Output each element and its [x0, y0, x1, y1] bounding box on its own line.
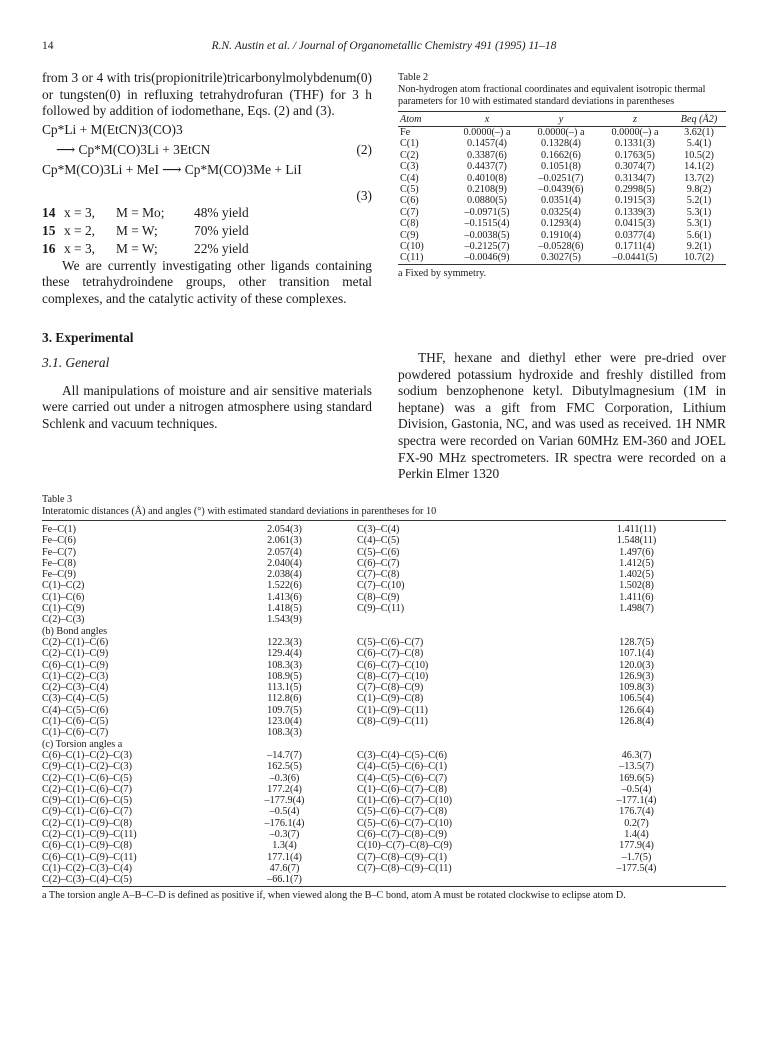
- table-row: [398, 252, 726, 264]
- table-2-caption: Table 2 Non-hydrogen atom fractional coordinates and equivalent isotropic thermal parameters for 10 with estimated standard deviations in parentheses: [398, 72, 726, 108]
- table-cell: C(5): [400, 184, 419, 196]
- table-cell: –177.5(4): [616, 862, 657, 874]
- table-cell: [547, 739, 726, 750]
- table-row: [42, 806, 726, 817]
- table-cell: C(7)–C(8)–C(9): [357, 682, 424, 694]
- table-row: [42, 818, 726, 829]
- table-cell: C(7)–C(8)–C(9)–C(11): [357, 862, 452, 874]
- table-row: [398, 218, 726, 229]
- table-row: [42, 660, 726, 671]
- yield-line: 14 x = 3, M = Mo; 48% yield: [42, 204, 249, 220]
- table-row: [398, 184, 726, 195]
- table-cell: 0.0415(3): [615, 218, 655, 230]
- table-cell: 0.1331(3): [615, 138, 655, 150]
- table-cell: Fe–C(9): [42, 569, 76, 581]
- table-cell: 0.1293(4): [541, 218, 581, 230]
- table-cell: 0.1711(4): [615, 241, 655, 253]
- table-cell: [547, 626, 726, 637]
- table-cell: C(4)–C(5)–C(6): [42, 704, 109, 716]
- table-cell: 169.6(5): [619, 772, 654, 784]
- table-cell: 9.8(2): [686, 184, 712, 196]
- table-row: [42, 521, 726, 536]
- table-cell: 0.4010(8): [467, 172, 507, 184]
- table-2-title: Table 2: [398, 72, 429, 83]
- table-cell: –0.5(4): [269, 806, 300, 818]
- table-cell: C(7)–C(10): [357, 580, 405, 592]
- table-cell: –0.0441(5): [612, 252, 658, 264]
- table-cell: 2.057(4): [267, 546, 302, 558]
- table-cell: C(7): [400, 206, 419, 218]
- table-cell: 108.3(3): [267, 659, 302, 671]
- table-cell: C(6)–C(1)–C(2)–C(3): [42, 749, 132, 761]
- table-cell: [212, 626, 357, 637]
- table-cell: C(5)–C(6): [357, 546, 400, 558]
- table-row: [42, 569, 726, 580]
- table-row: [42, 558, 726, 569]
- table-cell: C(3)–C(4)–C(5): [42, 693, 109, 705]
- table-cell: C(5)–C(6)–C(7)–C(8): [357, 806, 447, 818]
- paragraph-investigating: We are currently investigating other ligands containing these tetrahydroindene groups, other transition metal complexes, and the catalytic activity of these complexes.: [42, 257, 372, 306]
- table-cell: 0.1457(4): [467, 138, 507, 150]
- table-cell: 2.040(4): [267, 557, 302, 569]
- paragraph-solvents: THF, hexane and diethyl ether were pre-dried over powdered potassium hydroxide and freshly distilled from sodium benzophenone ketyl. Dibutylmagnesium (1M in heptane) was a gift from FMC Corporation, Lithium Division, Gastonia, NC, and was used as received. 1H NMR spectra were recorded on Varian 60MHz EM-360 and JOEL FX-90 MHz spectrometers. IR spectra were recorded on a Perkin Elmer 1320: [398, 350, 726, 482]
- table-cell: C(3): [400, 161, 419, 173]
- table-cell: (b) Bond angles: [42, 625, 108, 637]
- table-row: [42, 840, 726, 851]
- table-row: [42, 795, 726, 806]
- table-cell: 0.3387(6): [467, 149, 507, 161]
- table-3-grid: [42, 520, 726, 887]
- table-cell: [357, 614, 547, 625]
- table-cell: 10.7(2): [684, 252, 714, 264]
- table-2: [398, 72, 726, 279]
- table-cell: 47.6(7): [269, 862, 300, 874]
- table-cell: 1.498(7): [619, 603, 654, 615]
- table-cell: C(4)–C(5): [357, 535, 400, 547]
- table-cell: 129.4(4): [267, 648, 302, 660]
- table-2-footnote: a Fixed by symmetry.: [398, 267, 487, 279]
- table-cell: 10.5(2): [684, 149, 714, 161]
- table-cell: 128.7(5): [619, 636, 654, 648]
- table-cell: C(1)–C(6)–C(7)–C(8): [357, 783, 447, 795]
- table-cell: C(8)–C(9)–C(11): [357, 716, 428, 728]
- table-cell: 126.8(4): [619, 716, 654, 728]
- equation-3: Cp*M(CO)3Li + MeI ⟶ Cp*M(CO)3Me + LiI: [42, 161, 302, 177]
- table-cell: –0.5(4): [621, 783, 652, 795]
- table-cell: C(9)–C(1)–C(6)–C(5): [42, 795, 132, 807]
- table-cell: 0.1662(6): [541, 149, 581, 161]
- paragraph-general: All manipulations of moisture and air sensitive materials were carried out under a nitrogen atmosphere using standard Schlenk and vacuum techniques.: [42, 382, 372, 431]
- table-cell: –1.7(5): [621, 851, 652, 863]
- table-cell: 1.3(4): [272, 840, 297, 852]
- table-row: [42, 727, 726, 738]
- table-cell: 0.0377(4): [615, 229, 655, 241]
- table-cell: C(1)–C(9)–C(11): [357, 704, 428, 716]
- running-header: [42, 40, 726, 56]
- table-3-caption: Interatomic distances (Å) and angles (°) with estimated standard deviations in parentheses for 10: [42, 506, 437, 517]
- table-cell: 0.0000(–) a: [537, 127, 585, 138]
- table-row: [398, 230, 726, 241]
- table-cell: C(2)–C(1)–C(6): [42, 636, 109, 648]
- table-cell: 0.2108(9): [467, 184, 507, 196]
- table-cell: 0.3134(7): [615, 172, 655, 184]
- table-cell: –177.9(4): [264, 795, 305, 807]
- table-cell: C(8): [400, 218, 419, 230]
- table-cell: 46.3(7): [621, 749, 652, 761]
- table-cell: –0.0439(6): [538, 184, 584, 196]
- table-cell: C(2)–C(1)–C(6)–C(7): [42, 783, 132, 795]
- table-row: [42, 863, 726, 874]
- table-2-grid: [398, 111, 726, 265]
- right-column: [398, 350, 726, 483]
- table-cell: C(2)–C(3)–C(4): [42, 682, 109, 694]
- table-cell: C(2)–C(3): [42, 614, 85, 626]
- table-cell: C(2)–C(3)–C(4)–C(5): [42, 874, 132, 886]
- table-cell: C(9): [400, 229, 419, 241]
- table-cell: C(1)–C(6)–C(7)–C(10): [357, 795, 453, 807]
- table-row: [42, 535, 726, 546]
- table-cell: 1.502(8): [619, 580, 654, 592]
- yield-line: 16 x = 3, M = W; 22% yield: [42, 240, 249, 256]
- table-row: [398, 138, 726, 149]
- column-header: z: [598, 112, 672, 127]
- table-cell: 0.0000(–) a: [463, 127, 511, 138]
- table-row: [42, 580, 726, 591]
- table-cell: 0.1051(8): [541, 161, 581, 173]
- table-cell: 0.1763(5): [615, 149, 655, 161]
- yield-line: 15 x = 2, M = W; 70% yield: [42, 222, 249, 238]
- table-row: [42, 739, 726, 750]
- table-row: [398, 127, 726, 139]
- table-cell: 5.3(1): [686, 218, 712, 230]
- table-cell: C(11): [400, 252, 424, 264]
- table-row: [398, 173, 726, 184]
- table-cell: 1.413(6): [267, 591, 302, 603]
- table-cell: 109.7(5): [267, 704, 302, 716]
- table-cell: –13.5(7): [619, 761, 654, 773]
- table-cell: 5.4(1): [686, 138, 712, 150]
- table-cell: C(6)–C(1)–C(9)–C(8): [42, 840, 132, 852]
- table-cell: 1.548(11): [616, 535, 657, 547]
- equation-number-3: (3): [356, 187, 372, 203]
- table-cell: 13.7(2): [684, 172, 714, 184]
- table-cell: –0.3(7): [269, 829, 300, 841]
- table-cell: 123.0(4): [267, 716, 302, 728]
- column-header: Beq (Å2): [672, 112, 726, 127]
- table-row: [42, 705, 726, 716]
- table-cell: [357, 626, 547, 637]
- table-cell: Fe–C(7): [42, 546, 76, 558]
- subsection-title: 3.1. General: [42, 355, 110, 371]
- table-cell: –177.1(4): [616, 795, 657, 807]
- table-cell: 109.8(3): [619, 682, 654, 694]
- table-cell: 112.8(6): [267, 693, 302, 705]
- column-header: Atom: [398, 112, 450, 127]
- table-cell: 1.418(5): [267, 603, 302, 615]
- table-cell: 2.054(3): [267, 524, 302, 535]
- table-cell: C(7)–C(8): [357, 569, 400, 581]
- table-cell: C(1)–C(6): [42, 591, 85, 603]
- table-cell: 107.1(4): [619, 648, 654, 660]
- table-2-body: [398, 127, 726, 265]
- table-cell: –14.7(7): [267, 749, 302, 761]
- table-cell: C(1)–C(9)–C(8): [357, 693, 424, 705]
- table-cell: 0.1339(3): [615, 206, 655, 218]
- table-cell: 0.3074(7): [615, 161, 655, 173]
- table-row: [42, 614, 726, 625]
- table-cell: 1.402(5): [619, 569, 654, 581]
- table-cell: 0.1910(4): [541, 229, 581, 241]
- table-cell: C(1)–C(2)–C(3): [42, 670, 109, 682]
- table-cell: –0.2125(7): [464, 241, 510, 253]
- table-cell: 0.1328(4): [541, 138, 581, 150]
- table-cell: C(8)–C(9): [357, 591, 400, 603]
- table-cell: [212, 739, 357, 750]
- table-cell: C(9)–C(1)–C(6)–C(7): [42, 806, 132, 818]
- table-cell: C(4): [400, 172, 419, 184]
- table-cell: C(6): [400, 195, 419, 207]
- table-cell: –0.0046(9): [464, 252, 510, 264]
- table-cell: –0.0251(7): [538, 172, 584, 184]
- equation-2-line-1: Cp*Li + M(EtCN)3(CO)3: [42, 121, 183, 137]
- table-cell: [357, 727, 547, 738]
- section-title: 3. Experimental: [42, 329, 134, 345]
- table-3-footnote: a The torsion angle A–B–C–D is defined as positive if, when viewed along the B–C bond, atom A must be rotated clockwise to eclipse atom D.: [42, 889, 626, 901]
- table-row: [42, 637, 726, 648]
- table-cell: C(10)–C(7)–C(8)–C(9): [357, 840, 453, 852]
- table-cell: 108.9(5): [267, 670, 302, 682]
- table-cell: 176.7(4): [619, 806, 654, 818]
- table-row: [42, 547, 726, 558]
- table-cell: 0.0351(4): [541, 195, 581, 207]
- table-cell: 126.6(4): [619, 704, 654, 716]
- table-cell: C(4)–C(5)–C(6)–C(1): [357, 761, 447, 773]
- table-cell: 106.5(4): [619, 693, 654, 705]
- table-cell: 1.497(6): [619, 546, 654, 558]
- table-row: [42, 761, 726, 772]
- table-3-body: [42, 521, 726, 887]
- table-cell: 177.9(4): [619, 840, 654, 852]
- table-row: [42, 874, 726, 886]
- table-cell: 0.3027(5): [541, 252, 581, 264]
- table-cell: C(2)–C(1)–C(9): [42, 648, 109, 660]
- table-cell: 1.411(11): [616, 524, 657, 535]
- table-cell: C(6)–C(7)–C(8): [357, 648, 424, 660]
- table-cell: C(3)–C(4): [357, 524, 400, 535]
- table-cell: C(2)–C(1)–C(9)–C(11): [42, 829, 137, 841]
- table-cell: 120.0(3): [619, 659, 654, 671]
- table-3: [42, 494, 726, 901]
- table-cell: C(5)–C(6)–C(7)–C(10): [357, 817, 453, 829]
- table-row: [42, 592, 726, 603]
- paragraph-intro: from 3 or 4 with tris(propionitrile)tricarbonylmolybdenum(0) or tungsten(0) in refluxing tetrahydrofuran (THF) for 3 h followed by addition of iodomethane, Eqs. (2) and (3).: [42, 70, 372, 119]
- table-row: [42, 603, 726, 614]
- table-cell: Fe–C(6): [42, 535, 76, 547]
- table-cell: 5.3(1): [686, 206, 712, 218]
- table-cell: [547, 614, 726, 625]
- table-cell: 108.3(3): [267, 727, 302, 739]
- table-cell: Fe–C(1): [42, 524, 76, 535]
- table-row: [42, 671, 726, 682]
- equation-number-2: (2): [356, 141, 372, 157]
- table-cell: C(3)–C(4)–C(5)–C(6): [357, 749, 447, 761]
- table-cell: (c) Torsion angles a: [42, 738, 123, 750]
- table-cell: 1.543(9): [267, 614, 302, 626]
- table-cell: 2.061(3): [267, 535, 302, 547]
- table-cell: –0.3(6): [269, 772, 300, 784]
- table-cell: 177.1(4): [267, 851, 302, 863]
- table-cell: C(6)–C(7)–C(10): [357, 659, 429, 671]
- table-cell: C(2)–C(1)–C(6)–C(5): [42, 772, 132, 784]
- table-cell: 0.1915(3): [615, 195, 655, 207]
- table-row: [42, 852, 726, 863]
- table-cell: C(6)–C(7): [357, 557, 400, 569]
- table-cell: C(6)–C(7)–C(8)–C(9): [357, 829, 447, 841]
- column-header: y: [524, 112, 598, 127]
- left-column: [42, 70, 372, 433]
- table-cell: C(8)–C(7)–C(10): [357, 670, 429, 682]
- table-cell: C(2): [400, 149, 419, 161]
- table-cell: 113.1(5): [267, 682, 302, 694]
- table-cell: 0.2(7): [624, 817, 649, 829]
- table-cell: C(6)–C(1)–C(9): [42, 659, 109, 671]
- table-cell: 14.1(2): [684, 161, 714, 173]
- table-cell: 0.0880(5): [467, 195, 507, 207]
- table-cell: C(1)–C(2)–C(3)–C(4): [42, 862, 132, 874]
- table-cell: C(1): [400, 138, 419, 150]
- table-row: [42, 626, 726, 637]
- table-cell: 0.4437(7): [467, 161, 507, 173]
- table-cell: 122.3(3): [267, 636, 302, 648]
- table-cell: 5.6(1): [686, 229, 712, 241]
- table-cell: 0.0000(–) a: [611, 127, 659, 138]
- table-cell: –0.0971(5): [464, 206, 510, 218]
- table-cell: C(6)–C(1)–C(9)–C(11): [42, 851, 137, 863]
- table-cell: C(2)–C(1)–C(9)–C(8): [42, 817, 132, 829]
- table-cell: 3.62(1): [684, 127, 714, 138]
- table-row: [42, 750, 726, 761]
- table-3-title: Table 3: [42, 494, 73, 505]
- table-cell: –66.1(7): [267, 874, 302, 886]
- table-cell: C(7)–C(8)–C(9)–C(1): [357, 851, 447, 863]
- table-cell: C(1)–C(2): [42, 580, 85, 592]
- table-header-row: [398, 112, 726, 127]
- table-cell: C(1)–C(6)–C(7): [42, 727, 109, 739]
- table-cell: –176.1(4): [264, 817, 305, 829]
- table-row: [398, 241, 726, 252]
- table-cell: 0.0325(4): [541, 206, 581, 218]
- table-cell: 2.038(4): [267, 569, 302, 581]
- table-cell: C(4)–C(5)–C(6)–C(7): [357, 772, 447, 784]
- table-cell: –0.1515(4): [464, 218, 510, 230]
- table-row: [42, 716, 726, 727]
- table-row: [398, 207, 726, 218]
- table-cell: –0.0528(6): [538, 241, 584, 253]
- table-row: [42, 784, 726, 795]
- table-row: [42, 773, 726, 784]
- table-cell: 9.2(1): [686, 241, 712, 253]
- table-row: [42, 693, 726, 704]
- table-cell: C(10): [400, 241, 424, 253]
- running-head: R.N. Austin et al. / Journal of Organometallic Chemistry 491 (1995) 11–18: [211, 40, 557, 52]
- table-cell: [357, 874, 547, 886]
- table-cell: [547, 727, 726, 738]
- table-cell: 1.411(6): [619, 591, 654, 603]
- page-number: 14: [42, 40, 54, 52]
- table-row: [398, 150, 726, 161]
- table-cell: 1.4(4): [624, 829, 649, 841]
- equation-3-number-line: [42, 180, 372, 203]
- table-cell: 162.5(5): [267, 761, 302, 773]
- equation-2-line-2: ⟶ Cp*M(CO)3Li + 3EtCN (2): [42, 140, 372, 160]
- table-cell: C(1)–C(6)–C(5): [42, 716, 109, 728]
- table-cell: C(9)–C(1)–C(2)–C(3): [42, 761, 132, 773]
- table-cell: 126.9(3): [619, 670, 654, 682]
- table-row: [42, 829, 726, 840]
- table-row: [398, 195, 726, 206]
- column-header: x: [450, 112, 524, 127]
- table-cell: C(9)–C(11): [357, 603, 405, 615]
- table-row: [398, 161, 726, 172]
- table-cell: [357, 739, 547, 750]
- table-cell: C(5)–C(6)–C(7): [357, 636, 424, 648]
- table-cell: 0.2998(5): [615, 184, 655, 196]
- table-cell: Fe: [400, 127, 411, 138]
- table-cell: 1.412(5): [619, 557, 654, 569]
- table-cell: C(1)–C(9): [42, 603, 85, 615]
- table-cell: –0.0038(5): [464, 229, 510, 241]
- table-cell: [547, 874, 726, 886]
- table-cell: 1.522(6): [267, 580, 302, 592]
- table-row: [42, 648, 726, 659]
- table-row: [42, 682, 726, 693]
- table-cell: 5.2(1): [686, 195, 712, 207]
- table-cell: Fe–C(8): [42, 557, 76, 569]
- table-cell: 177.2(4): [267, 783, 302, 795]
